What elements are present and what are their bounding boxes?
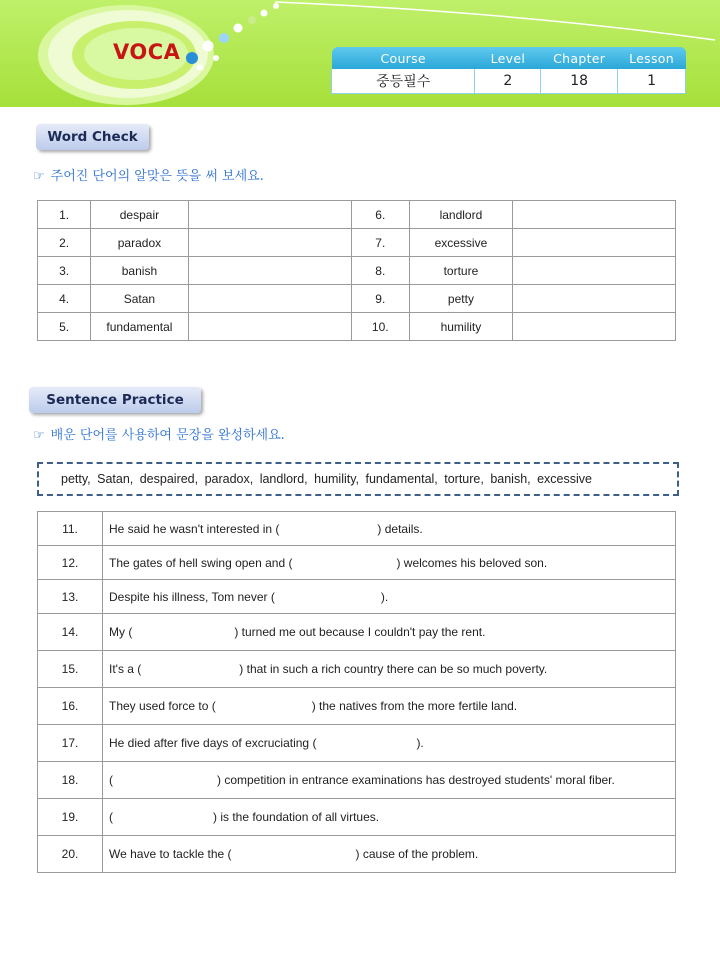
word-term: despair xyxy=(91,201,188,229)
sentence-after: ) turned me out because I couldn't pay the rent. xyxy=(234,625,486,639)
word-number: 5. xyxy=(38,313,91,341)
sentence-number: 17. xyxy=(38,725,103,762)
sentence-after: ) is the foundation of all virtues. xyxy=(213,810,380,824)
word-term: Satan xyxy=(91,285,188,313)
sentence-practice-table xyxy=(37,511,676,873)
sentence-before: Despite his illness, Tom never ( xyxy=(109,589,275,604)
sentence-number: 18. xyxy=(38,762,103,799)
sentence-text xyxy=(103,512,676,546)
word-check-instruction-text: 주어진 단어의 알맞은 뜻을 써 보세요. xyxy=(50,169,264,184)
sentence-text xyxy=(103,614,676,651)
sentence-after: ) details. xyxy=(377,521,423,536)
pointing-hand-icon: ☞ xyxy=(33,169,45,184)
word-check-instruction xyxy=(33,165,264,184)
sentence-before: We have to tackle the ( xyxy=(109,847,232,861)
meaning-answer-field[interactable] xyxy=(512,257,675,285)
sentence-text xyxy=(103,836,676,873)
table-row xyxy=(38,257,676,285)
sentence-text xyxy=(103,688,676,725)
meaning-answer-field[interactable] xyxy=(188,229,351,257)
sentence-after: ) the natives from the more fertile land. xyxy=(311,699,518,713)
word-term: torture xyxy=(409,257,512,285)
info-value-course: 중등필수 xyxy=(332,69,475,94)
sentence-practice-title: Sentence Practice xyxy=(29,387,201,413)
sentence-practice-instruction-text: 배운 단어를 사용하여 문장을 완성하세요. xyxy=(50,428,285,443)
info-header-chapter: Chapter xyxy=(541,47,618,69)
table-row xyxy=(38,285,676,313)
sentence-number: 14. xyxy=(38,614,103,651)
sentence-text xyxy=(103,546,676,580)
word-term: banish xyxy=(91,257,188,285)
page-header xyxy=(0,0,720,107)
meaning-answer-field[interactable] xyxy=(188,313,351,341)
table-row xyxy=(38,799,676,836)
sentence-text xyxy=(103,762,676,799)
word-number: 3. xyxy=(38,257,91,285)
meaning-answer-field[interactable] xyxy=(512,285,675,313)
word-number: 10. xyxy=(351,313,409,341)
word-number: 2. xyxy=(38,229,91,257)
table-row xyxy=(38,546,676,580)
sentence-before: My ( xyxy=(109,625,133,639)
sentence-before: They used force to ( xyxy=(109,699,216,713)
sentence-text xyxy=(103,725,676,762)
sentence-practice-instruction xyxy=(33,424,285,443)
sentence-number: 19. xyxy=(38,799,103,836)
sentence-before: He died after five days of excruciating ( xyxy=(109,736,317,750)
sentence-after: ) competition in entrance examinations has destroyed students' moral fiber. xyxy=(217,773,615,787)
word-check-title: Word Check xyxy=(36,124,149,150)
table-row xyxy=(38,762,676,799)
sentence-number: 12. xyxy=(38,546,103,580)
sentence-text xyxy=(103,799,676,836)
word-number: 9. xyxy=(351,285,409,313)
sentence-before: ( xyxy=(109,773,113,787)
meaning-answer-field[interactable] xyxy=(188,285,351,313)
sentence-text xyxy=(103,651,676,688)
sentence-after: ). xyxy=(416,736,424,750)
course-info-table xyxy=(331,47,686,94)
pointing-hand-icon: ☞ xyxy=(33,428,45,443)
table-row xyxy=(38,651,676,688)
info-value-level: 2 xyxy=(475,69,541,94)
table-row xyxy=(38,313,676,341)
sentence-before: The gates of hell swing open and ( xyxy=(109,555,293,570)
word-number: 8. xyxy=(351,257,409,285)
sentence-after: ). xyxy=(380,589,389,604)
meaning-answer-field[interactable] xyxy=(188,257,351,285)
sentence-number: 11. xyxy=(38,512,103,546)
word-number: 7. xyxy=(351,229,409,257)
table-row xyxy=(38,836,676,873)
info-header-level: Level xyxy=(475,47,541,69)
table-row xyxy=(38,580,676,614)
info-value-chapter: 18 xyxy=(541,69,618,94)
word-number: 1. xyxy=(38,201,91,229)
word-term: excessive xyxy=(409,229,512,257)
sentence-text xyxy=(103,580,676,614)
word-bank: petty, Satan, despaired, paradox, landlord, humility, fundamental, torture, banish, excessive xyxy=(37,462,679,496)
word-check-table xyxy=(37,200,676,341)
word-number: 4. xyxy=(38,285,91,313)
info-header-course: Course xyxy=(332,47,475,69)
sentence-number: 15. xyxy=(38,651,103,688)
word-number: 6. xyxy=(351,201,409,229)
sentence-before: ( xyxy=(109,810,113,824)
word-term: petty xyxy=(409,285,512,313)
table-row xyxy=(38,229,676,257)
logo-text: VOCA xyxy=(113,40,181,64)
table-row xyxy=(38,201,676,229)
info-value-lesson: 1 xyxy=(618,69,686,94)
table-row xyxy=(38,614,676,651)
sentence-number: 13. xyxy=(38,580,103,614)
sentence-number: 20. xyxy=(38,836,103,873)
decorative-sweep xyxy=(270,0,720,45)
word-term: landlord xyxy=(409,201,512,229)
meaning-answer-field[interactable] xyxy=(188,201,351,229)
meaning-answer-field[interactable] xyxy=(512,313,675,341)
meaning-answer-field[interactable] xyxy=(512,201,675,229)
sentence-after: ) cause of the problem. xyxy=(355,847,479,861)
table-row xyxy=(38,725,676,762)
sentence-after: ) welcomes his beloved son. xyxy=(396,555,548,570)
sentence-before: He said he wasn't interested in ( xyxy=(109,521,280,536)
word-term: paradox xyxy=(91,229,188,257)
word-term: fundamental xyxy=(91,313,188,341)
meaning-answer-field[interactable] xyxy=(512,229,675,257)
word-term: humility xyxy=(409,313,512,341)
sentence-before: It's a ( xyxy=(109,662,142,676)
table-row xyxy=(38,688,676,725)
table-row xyxy=(38,512,676,546)
info-header-lesson: Lesson xyxy=(618,47,686,69)
sentence-after: ) that in such a rich country there can be so much poverty. xyxy=(239,662,548,676)
sentence-number: 16. xyxy=(38,688,103,725)
